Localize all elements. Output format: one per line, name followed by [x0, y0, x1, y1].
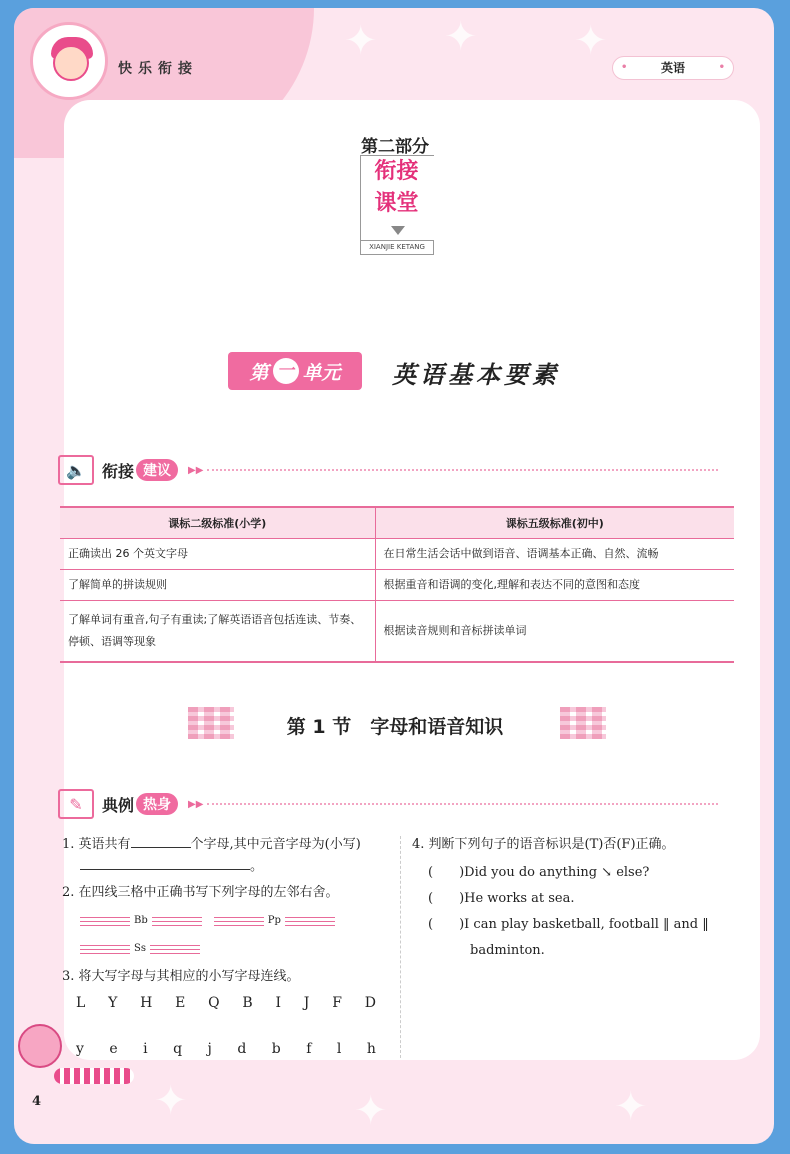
- four-line-grid-row: [80, 910, 392, 932]
- advice-pill: 建议: [136, 459, 178, 481]
- question-text: 1. 英语共有: [62, 837, 131, 852]
- question-1: [62, 834, 392, 878]
- unit-badge: [228, 352, 362, 390]
- four-line-grid-row: [80, 938, 392, 960]
- questions-right-column: [412, 834, 734, 964]
- lowercase-letter[interactable]: h: [366, 1041, 376, 1057]
- lowercase-letter[interactable]: q: [173, 1041, 183, 1057]
- table-header: 课标五级标准(初中): [375, 507, 734, 538]
- letter-label: Ss: [134, 943, 146, 954]
- uppercase-letter[interactable]: B: [242, 995, 253, 1011]
- question-3: 3. 将大写字母与其相应的小写字母连线。: [62, 969, 300, 984]
- writing-lines[interactable]: [285, 914, 335, 928]
- advice-header: [58, 452, 718, 488]
- part-title: 第二部分: [361, 137, 429, 157]
- judge-item: ( )Did you do anything ↘ else?: [428, 865, 650, 880]
- question-2: 2. 在四线三格中正确书写下列字母的左邻右舍。: [62, 885, 339, 900]
- dotted-rule: [207, 803, 718, 805]
- table-cell: 在日常生活会话中做到语音、语调基本正确、自然、流畅: [375, 538, 734, 569]
- uppercase-letter[interactable]: H: [140, 995, 153, 1011]
- judge-item: ( )I can play basketball, football ‖ and ‖: [428, 917, 709, 932]
- lowercase-letter[interactable]: e: [109, 1041, 118, 1057]
- unit-suffix: 单元: [302, 361, 341, 384]
- sparkle-icon: ✦: [354, 1088, 388, 1134]
- question-text: 个字母,其中元音字母为(小写): [190, 837, 361, 852]
- examples-label: 典例: [102, 795, 135, 815]
- table-cell: 根据重音和语调的变化,理解和表达不同的意图和态度: [375, 569, 734, 600]
- book-pen-icon: ✎: [58, 789, 94, 819]
- table-cell: 根据读音规则和音标拼读单词: [375, 600, 734, 662]
- lowercase-letter[interactable]: i: [143, 1041, 148, 1057]
- uppercase-letter[interactable]: I: [275, 995, 281, 1011]
- sparkle-icon: ✦: [444, 14, 478, 60]
- grid-decoration: [560, 707, 606, 739]
- course-title-box: [360, 155, 434, 255]
- writing-lines[interactable]: [80, 914, 130, 928]
- triangle-down-icon: [391, 226, 405, 235]
- uppercase-letter[interactable]: Q: [208, 995, 220, 1011]
- table-row: [60, 600, 734, 662]
- sparkle-icon: ✦: [154, 1078, 188, 1124]
- table-row: [60, 569, 734, 600]
- mascot-logo: [30, 22, 108, 100]
- section-title: 第 1 节 字母和语音知识: [286, 716, 504, 738]
- advice-label: 衔接: [102, 461, 135, 481]
- table-header: 课标二级标准(小学): [60, 507, 375, 538]
- table-header-row: [60, 507, 734, 538]
- lowercase-letter[interactable]: j: [207, 1041, 212, 1057]
- column-divider: [400, 836, 401, 1058]
- arrow-icon: ▶▶: [188, 798, 204, 810]
- table-row: [60, 538, 734, 569]
- sparkle-icon: ✦: [574, 18, 608, 64]
- table-cell: 了解简单的拼读规则: [60, 569, 375, 600]
- writing-lines[interactable]: [214, 914, 264, 928]
- letter-label: Pp: [267, 915, 281, 926]
- judge-item: ( )He works at sea.: [428, 891, 575, 906]
- question-4: 4. 判断下列句子的语音标识是(T)否(F)正确。: [412, 837, 675, 852]
- judge-item: badminton.: [470, 943, 545, 958]
- uppercase-letter[interactable]: J: [303, 995, 310, 1011]
- unit-number: 一: [273, 358, 299, 384]
- examples-pill: 热身: [136, 793, 178, 815]
- uppercase-letter[interactable]: L: [76, 995, 86, 1011]
- brand-title: 快乐衔接: [118, 61, 198, 77]
- lowercase-letter[interactable]: f: [306, 1041, 312, 1057]
- standards-table: [60, 506, 734, 663]
- answer-blank[interactable]: [80, 856, 250, 870]
- course-title-line1: 衔接: [374, 159, 419, 184]
- uppercase-letters: [76, 992, 376, 1014]
- arrow-icon: ▶▶: [188, 464, 204, 476]
- course-title-line2: 课堂: [374, 191, 419, 216]
- lowercase-letter[interactable]: y: [76, 1041, 84, 1057]
- uppercase-letter[interactable]: F: [332, 995, 342, 1011]
- lowercase-letter[interactable]: b: [271, 1041, 281, 1057]
- uppercase-letter[interactable]: D: [364, 995, 376, 1011]
- table-cell: 正确读出 26 个英文字母: [60, 538, 375, 569]
- letter-label: Bb: [134, 915, 148, 926]
- mascot-kid: [14, 1020, 134, 1100]
- lowercase-letter[interactable]: l: [336, 1041, 342, 1057]
- writing-lines[interactable]: [150, 942, 200, 956]
- sparkle-icon: ✦: [614, 1084, 648, 1130]
- examples-header: [58, 786, 718, 822]
- uppercase-letter[interactable]: Y: [108, 995, 118, 1011]
- speaker-icon: 🔈: [58, 455, 94, 485]
- writing-lines[interactable]: [152, 914, 202, 928]
- question-text: 。: [250, 859, 264, 874]
- page-number: 4: [32, 1094, 42, 1109]
- table-cell: 了解单词有重音,句子有重读;了解英语语音包括连读、节奏、停顿、语调等现象: [60, 600, 375, 662]
- writing-lines[interactable]: [80, 942, 130, 956]
- dotted-rule: [207, 469, 718, 471]
- unit-title: 英语基本要素: [392, 361, 560, 389]
- sparkle-icon: ✦: [344, 18, 378, 64]
- course-pinyin: XIANJIE KETANG: [360, 240, 434, 255]
- lowercase-letter[interactable]: d: [237, 1041, 247, 1057]
- answer-blank[interactable]: [131, 834, 191, 848]
- uppercase-letter[interactable]: E: [175, 995, 186, 1011]
- subject-tag: • 英语 •: [612, 56, 734, 80]
- unit-prefix: 第: [249, 361, 269, 384]
